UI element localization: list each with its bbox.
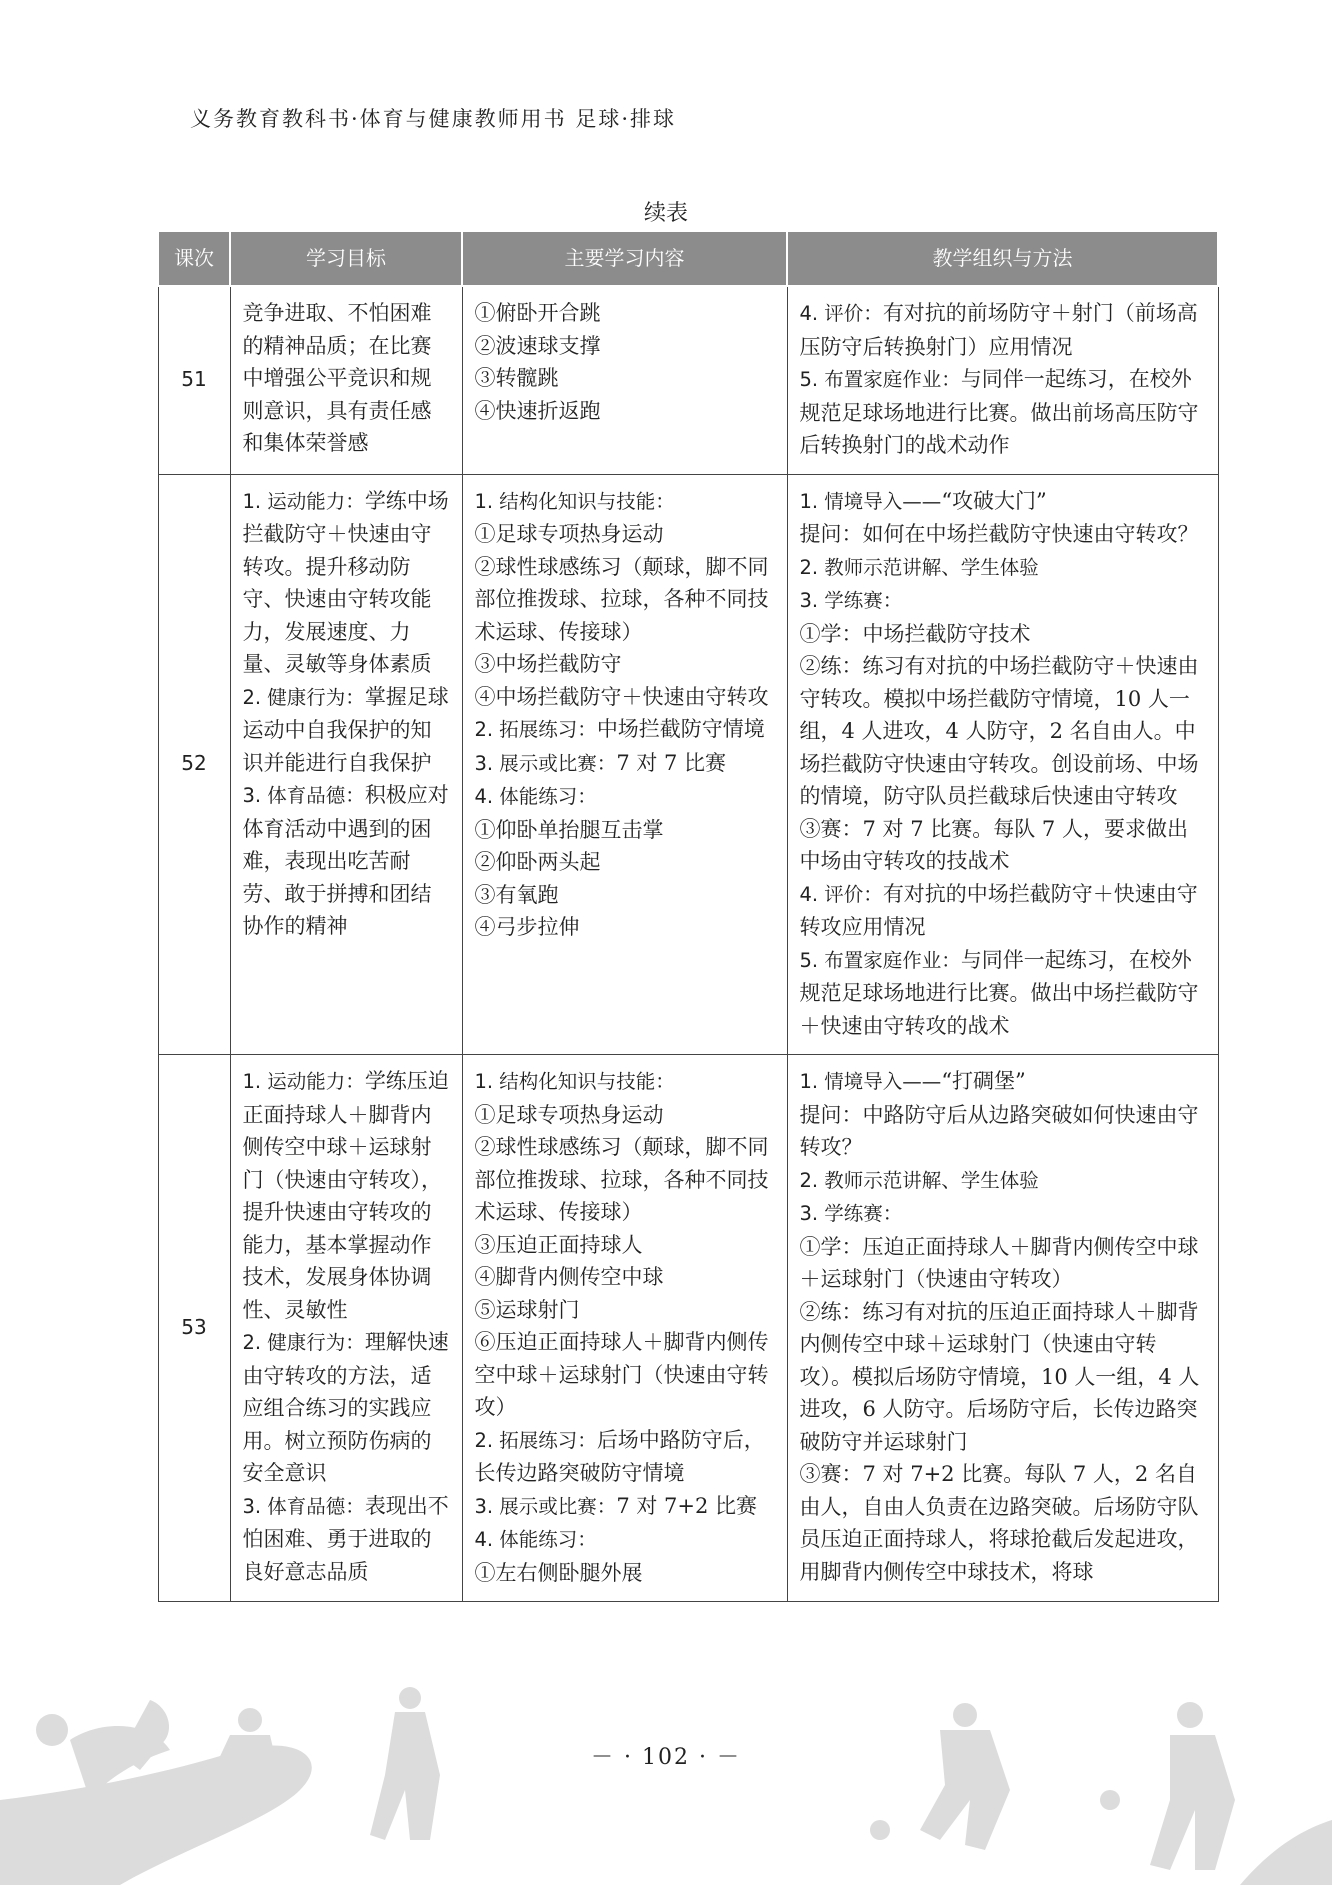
- footer-sports-silhouettes: [0, 1680, 1332, 1885]
- cell-content: [462, 1055, 787, 1602]
- item-text: 与同伴一起练习，在校外规范足球场地进行比赛。做出前场高压防守后转换射门的战术动作: [799, 367, 1199, 457]
- item-label: 2. 拓展练习：: [474, 718, 597, 741]
- table-caption: 续表: [643, 201, 688, 226]
- item-text: “打碉堡”: [941, 1069, 1026, 1093]
- table-row: [158, 1055, 1218, 1602]
- item-label: 1. 运动能力：: [242, 489, 365, 513]
- item-text: ④弓步拉伸: [474, 915, 580, 939]
- column-header: 教学组织与方法: [787, 231, 1218, 286]
- item-text: 提问：中路防守后从边路突破如何快速由守转攻？: [799, 1102, 1199, 1159]
- cell-line: ①俯卧开合跳: [474, 301, 601, 325]
- item-text: ③压迫正面持球人: [474, 1232, 643, 1257]
- item-text: ①学：中场拦截防守技术: [799, 621, 1031, 646]
- column-header: 学习目标: [230, 231, 462, 286]
- cell-line: [800, 1164, 1206, 1198]
- cell-line: [800, 618, 1206, 651]
- cell-line: [475, 551, 775, 649]
- cell-line: [800, 363, 1206, 462]
- cell-line: [800, 584, 1206, 618]
- cell-line: [800, 551, 1206, 585]
- item-text: 学练压迫正面持球人＋脚背内侧传空中球＋运球射门（快速由守转攻），提升快速由守转攻的能力，基本掌握动作技术，发展身体协调性、灵敏性: [242, 1069, 449, 1322]
- item-text: ①学：压迫正面持球人＋脚背内侧传空中球＋运球射门（快速由守转攻）: [799, 1234, 1199, 1291]
- item-label: 3. 学练赛：: [799, 589, 903, 612]
- item-label: 2. 拓展练习：: [474, 1428, 597, 1452]
- cell-methods: [787, 286, 1218, 474]
- item-label: 3. 体育品德：: [242, 1494, 365, 1518]
- cell-line: [800, 1296, 1206, 1459]
- cell-line: [475, 780, 775, 814]
- item-text: ②练：练习有对抗的压迫正面持球人＋脚背内侧传空中球＋运球射门（快速由守转攻）。模拟后场防守情境，10 人一组，4 人进攻，6 人防守。后场防守后，长传边路突破防守并运球射门: [799, 1299, 1200, 1454]
- cell-line: [800, 1197, 1206, 1231]
- cell-line: [800, 878, 1206, 944]
- cell-line: [475, 1229, 775, 1262]
- lesson-number: 52: [158, 474, 230, 1055]
- cell-line: [475, 1294, 775, 1327]
- lesson-table: [157, 230, 1219, 1602]
- item-text: 积极应对体育活动中遇到的困难，表现出吃苦耐劳、敢于拼搏和团结协作的精神: [242, 783, 449, 938]
- item-label: 3. 体育品德：: [242, 784, 365, 807]
- cell-goals: [230, 1055, 462, 1602]
- item-text: ②仰卧两头起: [474, 850, 601, 874]
- item-label: 4. 体能练习：: [474, 785, 597, 808]
- cell-goals: [230, 474, 462, 1055]
- item-label: 1. 情境导入——: [799, 489, 942, 513]
- item-text: ①足球专项热身运动: [474, 1102, 664, 1127]
- item-label: 4. 评价：: [799, 302, 883, 325]
- item-text: 有对抗的前场防守＋射门（前场高压防守后转换射门）应用情况: [799, 301, 1198, 359]
- lesson-number: 51: [158, 286, 230, 474]
- item-text: 中场拦截防守情境: [596, 717, 765, 741]
- cell-line: [475, 1099, 775, 1132]
- item-text: 理解快速由守转攻的方法，适应组合练习的实践应用。树立预防伤病的安全意识: [242, 1330, 449, 1485]
- item-label: 4. 评价：: [799, 882, 883, 906]
- item-text: 提问：如何在中场拦截防守快速由守转攻？: [799, 522, 1199, 546]
- cell-line: [243, 1490, 450, 1589]
- item-text: ⑤运球射门: [474, 1297, 580, 1322]
- cell-line: [475, 1326, 775, 1424]
- cell-line: [475, 648, 775, 681]
- item-text: “攻破大门”: [941, 488, 1047, 513]
- item-label: 2. 教师示范讲解、学生体验: [799, 555, 1039, 579]
- item-label: 3. 学练赛：: [799, 1202, 903, 1225]
- cell-line: 竞争进取、不怕困难的精神品质；在比赛中增强公平竞识和规则意识，具有责任感和集体荣誉感: [242, 301, 432, 455]
- cell-line: [475, 713, 775, 747]
- column-header: 课次: [158, 231, 230, 286]
- cell-line: [800, 485, 1206, 519]
- item-label: 2. 教师示范讲解、学生体验: [799, 1168, 1039, 1192]
- cell-line: [243, 779, 450, 943]
- item-text: ③赛：7 对 7+2 比赛。每队 7 人，2 名自由人，自由人负责在边路突破。后场防守队员压迫正面持球人，将球抢截后发起进攻，用脚背内侧传空中球技术，将球: [799, 1462, 1199, 1584]
- cell-line: [800, 518, 1206, 551]
- item-text: ①左右侧卧腿外展: [474, 1560, 643, 1585]
- cell-line: [475, 518, 775, 551]
- item-text: 学练中场拦截防守＋快速由守转攻。提升移动防守、快速由守转攻能力，发展速度、力量、灵敏等身体素质: [242, 488, 449, 676]
- item-text: 7 对 7 比赛: [616, 750, 727, 775]
- item-label: 3. 展示或比赛：: [474, 1494, 617, 1518]
- cell-methods: [787, 474, 1218, 1055]
- item-text: ③赛：7 对 7 比赛。每队 7 人，要求做出中场由守转攻的技战术: [799, 816, 1188, 873]
- cell-line: [800, 1099, 1206, 1164]
- cell-line: [800, 1231, 1206, 1296]
- item-text: 表现出不怕困难、勇于进取的良好意志品质: [242, 1493, 449, 1584]
- cell-line: [243, 1326, 450, 1490]
- cell-line: [800, 944, 1206, 1043]
- cell-line: [475, 911, 775, 944]
- cell-line: ④快速折返跑: [474, 398, 601, 423]
- cell-line: [475, 1131, 775, 1229]
- cell-line: ②波速球支撑: [474, 333, 601, 358]
- item-label: 5. 布置家庭作业：: [799, 948, 961, 972]
- item-label: 1. 情境导入——: [799, 1070, 942, 1093]
- page-number: － · 102 · －: [591, 1745, 741, 1770]
- cell-line: [475, 1557, 775, 1590]
- item-text: 与同伴一起练习，在校外规范足球场地进行比赛。做出中场拦截防守＋快速由守转攻的战术: [799, 947, 1199, 1038]
- cell-goals: [230, 286, 462, 474]
- cell-line: [475, 846, 775, 879]
- cell-line: [475, 1261, 775, 1294]
- item-text: ②球性球感练习（颠球，脚不同部位推拨球、拉球，各种不同技术运球、传接球）: [474, 554, 769, 644]
- item-label: 1. 结构化知识与技能：: [474, 489, 675, 513]
- item-text: 7 对 7+2 比赛: [616, 1493, 758, 1518]
- cell-line: [475, 681, 775, 714]
- cell-line: [800, 813, 1206, 878]
- cell-methods: [787, 1055, 1218, 1602]
- item-text: ⑥压迫正面持球人＋脚背内侧传空中球＋运球射门（快速由守转攻）: [474, 1330, 769, 1419]
- cell-line: [800, 1065, 1206, 1099]
- cell-line: [475, 814, 775, 847]
- item-label: 1. 运动能力：: [242, 1070, 365, 1093]
- item-text: ③中场拦截防守: [474, 652, 622, 676]
- item-text: ①仰卧单抬腿互击掌: [474, 817, 664, 842]
- cell-line: [800, 650, 1206, 813]
- cell-line: [243, 681, 450, 780]
- item-label: 5. 布置家庭作业：: [799, 368, 961, 391]
- item-text: ④中场拦截防守＋快速由守转攻: [474, 684, 769, 709]
- item-text: 后场中路防守后，长传边路突破防守情境: [474, 1427, 765, 1485]
- item-text: ②练：练习有对抗的中场拦截防守＋快速由守转攻。模拟中场拦截防守情境，10 人一组，4 人进攻，4 人防守，2 名自由人。中场拦截防守快速由守转攻。创设前场、中场的情境，防守队员拦截球后快速由守转攻: [799, 654, 1199, 808]
- cell-line: [475, 1523, 775, 1557]
- cell-line: ③转髋跳: [474, 366, 559, 390]
- item-text: ②球性球感练习（颠球，脚不同部位推拨球、拉球，各种不同技术运球、传接球）: [474, 1135, 769, 1224]
- cell-line: [800, 297, 1206, 363]
- cell-line: [475, 747, 775, 781]
- item-label: 2. 健康行为：: [242, 685, 365, 709]
- table-header-row: [158, 231, 1218, 286]
- table-row: [158, 474, 1218, 1055]
- column-header: 主要学习内容: [462, 231, 787, 286]
- cell-line: [475, 879, 775, 912]
- cell-content: [462, 286, 787, 474]
- cell-line: [800, 1458, 1206, 1588]
- item-label: 2. 健康行为：: [242, 1331, 365, 1354]
- cell-line: [475, 1424, 775, 1490]
- running-head: 义务教育教科书·体育与健康教师用书 足球·排球: [190, 107, 677, 131]
- item-label: 4. 体能练习：: [474, 1528, 597, 1551]
- item-text: 掌握足球运动中自我保护的知识并能进行自我保护: [242, 684, 449, 775]
- cell-line: [243, 485, 450, 681]
- cell-content: [462, 474, 787, 1055]
- cell-line: [243, 1065, 450, 1326]
- cell-line: [475, 485, 775, 519]
- cell-line: [475, 1065, 775, 1099]
- item-label: 1. 结构化知识与技能：: [474, 1070, 675, 1093]
- item-text: ③有氧跑: [474, 882, 559, 907]
- item-label: 3. 展示或比赛：: [474, 751, 617, 775]
- item-text: ④脚背内侧传空中球: [474, 1265, 664, 1289]
- cell-line: [475, 1490, 775, 1524]
- item-text: ①足球专项热身运动: [474, 522, 664, 546]
- table-row: [158, 286, 1218, 474]
- lesson-number: 53: [158, 1055, 230, 1602]
- item-text: 有对抗的中场拦截防守＋快速由守转攻应用情况: [799, 881, 1198, 939]
